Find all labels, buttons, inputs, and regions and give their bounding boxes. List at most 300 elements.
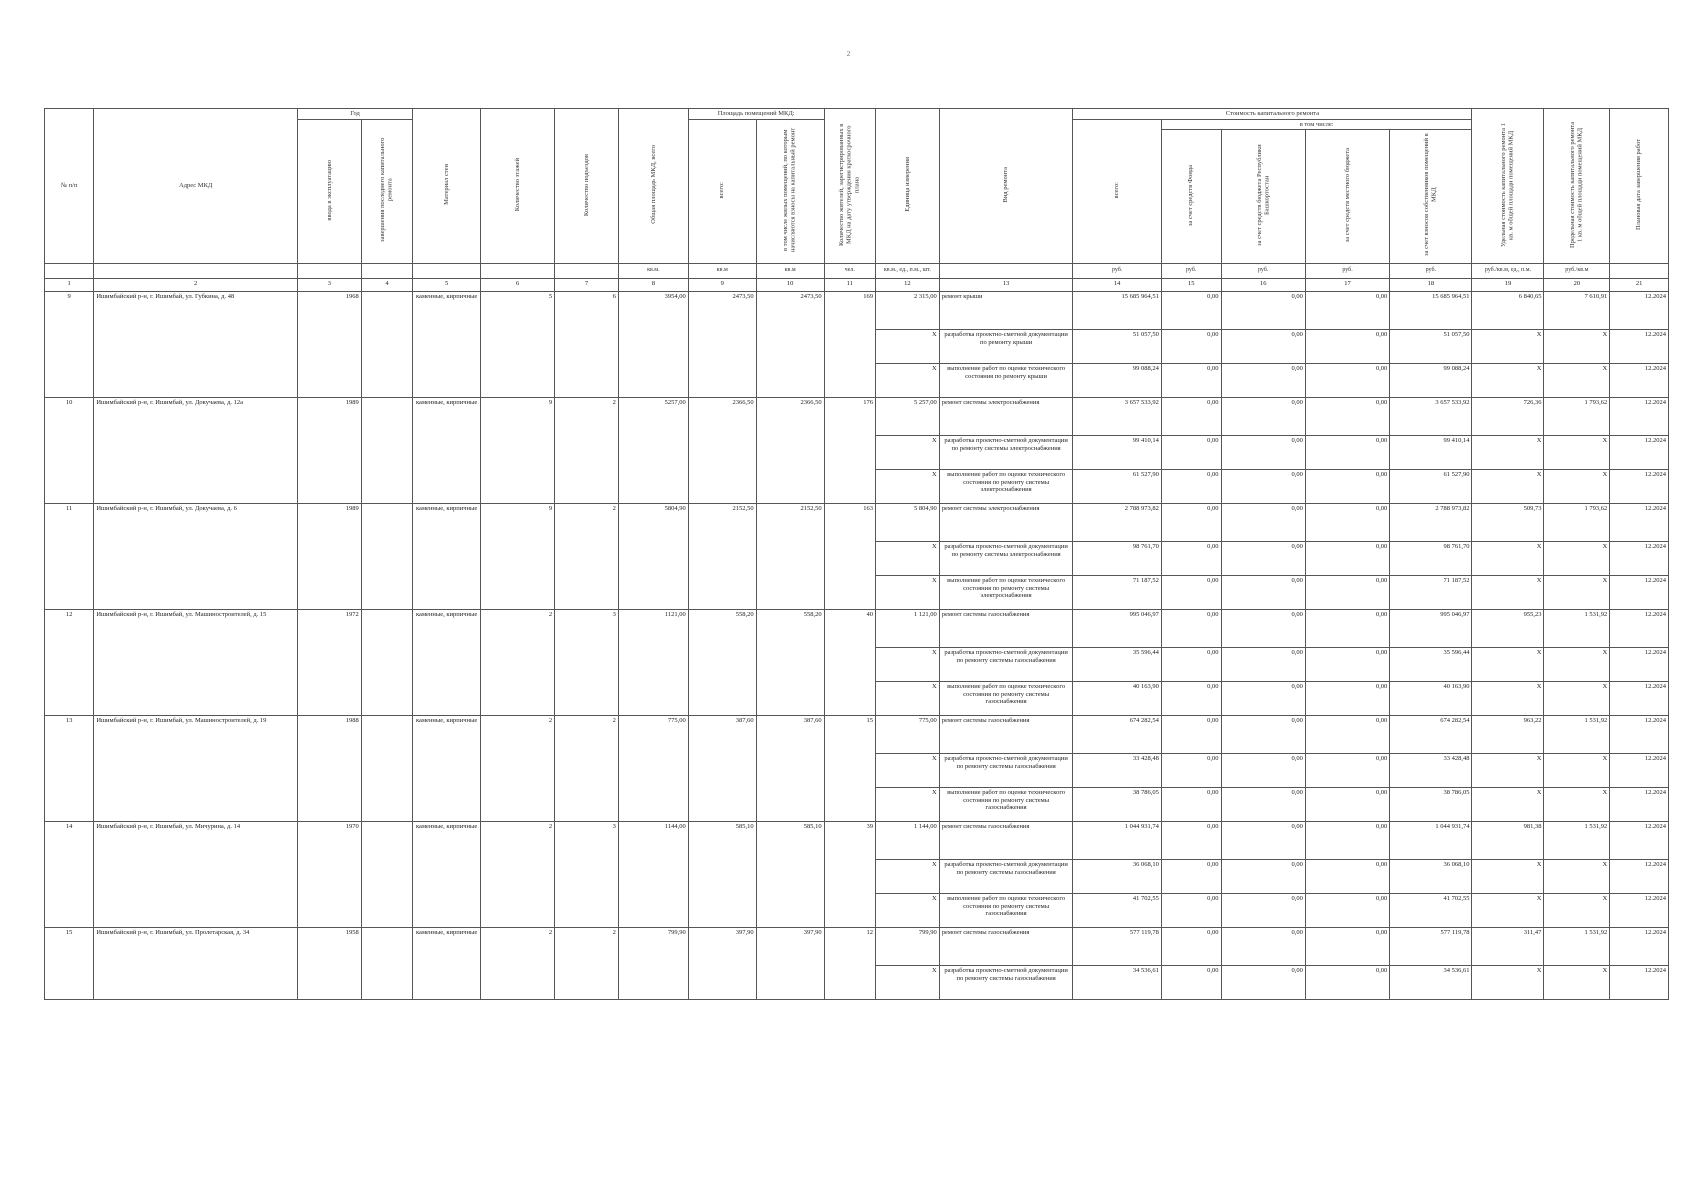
unit-rub: руб. [1305,263,1389,278]
row-year-last-repair [361,927,412,999]
row-year-commission: 1989 [298,397,362,503]
subrow-unit-cost: X [1472,363,1544,397]
unit-empty [939,263,1073,278]
row-residents: 169 [824,291,875,397]
subrow-quantity: X [875,363,939,397]
subrow-cost-total: 40 163,90 [1073,681,1161,715]
subrow-cost-budget-local: 0,00 [1305,965,1389,999]
header-premises-total: всего: [688,119,756,263]
subrow-limit-cost: X [1544,363,1610,397]
header-year: Год [298,109,413,120]
subrow-cost-fund: 0,00 [1161,469,1221,503]
column-numbers-row [45,278,1669,291]
subrow-unit-cost: X [1472,681,1544,715]
row-entrances: 2 [555,927,619,999]
column-number: 7 [555,278,619,291]
subrow-deadline: 12.2024 [1610,575,1669,609]
row-year-last-repair [361,503,412,609]
subrow-cost-owners: 61 527,90 [1390,469,1472,503]
table-row [45,609,1669,647]
row-wall-material: каменные, кирпичные [413,927,481,999]
row-wall-material: каменные, кирпичные [413,397,481,503]
table-row [45,503,1669,541]
subrow-limit-cost: X [1544,647,1610,681]
table-row [45,821,1669,859]
row-residents: 163 [824,503,875,609]
row-cost-total: 15 685 964,51 [1073,291,1161,329]
subrow-deadline: 12.2024 [1610,753,1669,787]
column-number: 17 [1305,278,1389,291]
row-year-commission: 1958 [298,927,362,999]
row-floors: 9 [481,503,555,609]
row-total-area: 799,90 [618,927,688,999]
row-year-commission: 1970 [298,821,362,927]
subrow-unit-cost: X [1472,329,1544,363]
column-number: 12 [875,278,939,291]
row-deadline: 12.2024 [1610,609,1669,647]
row-deadline: 12.2024 [1610,821,1669,859]
row-total-area: 5257,00 [618,397,688,503]
row-premises-total: 558,20 [688,609,756,715]
row-cost-fund: 0,00 [1161,715,1221,753]
subrow-work-type: выполнение работ по оценке технического состояния по ремонту системы электроснабжения [939,469,1073,503]
header-wall-material: Материал стен [413,109,481,264]
header-owners: за счет взносов собственников помещений в МКД [1390,130,1472,264]
subrow-quantity: X [875,753,939,787]
subrow-unit-cost: X [1472,859,1544,893]
subrow-cost-budget-rb: 0,00 [1221,965,1305,999]
row-floors: 2 [481,821,555,927]
header-address: Адрес МКД [94,109,298,264]
row-limit-cost: 7 610,91 [1544,291,1610,329]
row-unit-cost: 981,38 [1472,821,1544,859]
subrow-cost-total: 33 428,48 [1073,753,1161,787]
table-body [45,278,1669,999]
subrow-work-type: разработка проектно-сметной документации по ремонту системы газоснабжения [939,753,1073,787]
column-number: 6 [481,278,555,291]
row-cost-budget-local: 0,00 [1305,397,1389,435]
subrow-cost-total: 99 410,14 [1073,435,1161,469]
row-number: 9 [45,291,94,397]
subrow-deadline: 12.2024 [1610,329,1669,363]
row-floors: 5 [481,291,555,397]
subrow-cost-budget-local: 0,00 [1305,435,1389,469]
row-cost-budget-rb: 0,00 [1221,397,1305,435]
column-number: 11 [824,278,875,291]
row-cost-budget-local: 0,00 [1305,927,1389,965]
subrow-cost-owners: 71 187,52 [1390,575,1472,609]
row-cost-budget-rb: 0,00 [1221,291,1305,329]
subrow-cost-owners: 99 088,24 [1390,363,1472,397]
row-year-commission: 1972 [298,609,362,715]
row-cost-fund: 0,00 [1161,397,1221,435]
row-cost-budget-rb: 0,00 [1221,927,1305,965]
subrow-cost-owners: 34 536,61 [1390,965,1472,999]
row-cost-fund: 0,00 [1161,503,1221,541]
row-wall-material: каменные, кирпичные [413,291,481,397]
row-premises-residential: 585,10 [756,821,824,927]
row-floors: 2 [481,609,555,715]
row-total-area: 3954,00 [618,291,688,397]
row-number: 10 [45,397,94,503]
subrow-limit-cost: X [1544,435,1610,469]
subrow-limit-cost: X [1544,329,1610,363]
header-incl: в том числе: [1161,119,1472,130]
row-quantity: 775,00 [875,715,939,753]
subrow-work-type: разработка проектно-сметной документации по ремонту системы газоснабжения [939,965,1073,999]
header-work-type: Вид ремонта [939,109,1073,264]
row-deadline: 12.2024 [1610,291,1669,329]
row-premises-total: 2366,50 [688,397,756,503]
row-year-last-repair [361,397,412,503]
subrow-cost-fund: 0,00 [1161,435,1221,469]
subrow-quantity: X [875,893,939,927]
row-cost-owners: 3 657 533,92 [1390,397,1472,435]
subrow-quantity: X [875,575,939,609]
subrow-cost-budget-rb: 0,00 [1221,893,1305,927]
subrow-unit-cost: X [1472,893,1544,927]
row-floors: 2 [481,927,555,999]
subrow-cost-fund: 0,00 [1161,363,1221,397]
row-address: Ишимбайский р-н, г. Ишимбай, ул. Докучаева, д. 12а [94,397,298,503]
subrow-cost-budget-rb: 0,00 [1221,753,1305,787]
row-number: 12 [45,609,94,715]
subrow-cost-fund: 0,00 [1161,787,1221,821]
subrow-cost-budget-rb: 0,00 [1221,787,1305,821]
row-total-area: 1121,00 [618,609,688,715]
unit-empty [1610,263,1669,278]
unit-sqm: кв.м [756,263,824,278]
row-unit-cost: 955,23 [1472,609,1544,647]
table-row [45,927,1669,965]
row-residents: 176 [824,397,875,503]
row-year-last-repair [361,291,412,397]
unit-empty [45,263,94,278]
row-floors: 2 [481,715,555,821]
header-year-commission: ввода в эксплуатацию [298,119,362,263]
row-cost-fund: 0,00 [1161,291,1221,329]
subrow-cost-budget-local: 0,00 [1305,753,1389,787]
row-quantity: 799,90 [875,927,939,965]
column-number: 5 [413,278,481,291]
row-unit-cost: 6 840,65 [1472,291,1544,329]
subrow-deadline: 12.2024 [1610,435,1669,469]
row-cost-owners: 995 046,97 [1390,609,1472,647]
subrow-unit-cost: X [1472,435,1544,469]
table-row [45,715,1669,753]
row-premises-residential: 2366,50 [756,397,824,503]
table-row [45,291,1669,329]
subrow-work-type: разработка проектно-сметной документации по ремонту крыши [939,329,1073,363]
row-entrances: 2 [555,397,619,503]
row-cost-total: 674 282,54 [1073,715,1161,753]
column-number: 2 [94,278,298,291]
row-quantity: 1 121,00 [875,609,939,647]
subrow-cost-total: 35 596,44 [1073,647,1161,681]
row-floors: 9 [481,397,555,503]
subrow-cost-total: 36 068,10 [1073,859,1161,893]
row-cost-owners: 1 044 931,74 [1390,821,1472,859]
column-number: 21 [1610,278,1669,291]
subrow-cost-budget-local: 0,00 [1305,541,1389,575]
subrow-cost-total: 61 527,90 [1073,469,1161,503]
unit-empty [481,263,555,278]
subrow-cost-budget-rb: 0,00 [1221,681,1305,715]
column-number: 15 [1161,278,1221,291]
subrow-work-type: разработка проектно-сметной документации по ремонту системы газоснабжения [939,647,1073,681]
row-number: 15 [45,927,94,999]
row-cost-total: 2 788 973,82 [1073,503,1161,541]
row-wall-material: каменные, кирпичные [413,715,481,821]
row-cost-total: 3 657 533,92 [1073,397,1161,435]
row-cost-owners: 15 685 964,51 [1390,291,1472,329]
row-quantity: 5 804,90 [875,503,939,541]
subrow-cost-budget-rb: 0,00 [1221,435,1305,469]
header-total-area: Общая площадь МКД, всего [618,109,688,264]
subrow-limit-cost: X [1544,753,1610,787]
header-budget-local: за счет средств местного бюджета [1305,130,1389,264]
subrow-cost-total: 34 536,61 [1073,965,1161,999]
row-entrances: 6 [555,291,619,397]
subrow-deadline: 12.2024 [1610,893,1669,927]
row-year-last-repair [361,609,412,715]
subrow-quantity: X [875,435,939,469]
subrow-cost-fund: 0,00 [1161,575,1221,609]
header-premises-residential: в том числе жилых помещений, по которым начисляются взносы на капитальный ремонт [756,119,824,263]
row-quantity: 5 257,00 [875,397,939,435]
column-number: 10 [756,278,824,291]
row-cost-owners: 2 788 973,82 [1390,503,1472,541]
subrow-unit-cost: X [1472,541,1544,575]
row-work-type: ремонт крыши [939,291,1073,329]
subrow-deadline: 12.2024 [1610,541,1669,575]
subrow-deadline: 12.2024 [1610,965,1669,999]
column-number: 3 [298,278,362,291]
subrow-cost-total: 71 187,52 [1073,575,1161,609]
subrow-limit-cost: X [1544,787,1610,821]
subrow-work-type: разработка проектно-сметной документации по ремонту системы электроснабжения [939,541,1073,575]
header-n: № п/п [45,109,94,264]
subrow-quantity: X [875,469,939,503]
row-cost-owners: 674 282,54 [1390,715,1472,753]
subrow-work-type: выполнение работ по оценке технического состояния по ремонту системы газоснабжения [939,787,1073,821]
subrow-cost-budget-local: 0,00 [1305,859,1389,893]
column-number: 9 [688,278,756,291]
subrow-cost-owners: 35 596,44 [1390,647,1472,681]
subrow-quantity: X [875,647,939,681]
subrow-limit-cost: X [1544,681,1610,715]
column-number: 4 [361,278,412,291]
subrow-limit-cost: X [1544,575,1610,609]
subrow-work-type: выполнение работ по оценке технического состояния по ремонту крыши [939,363,1073,397]
row-deadline: 12.2024 [1610,927,1669,965]
row-cost-total: 577 119,78 [1073,927,1161,965]
row-year-commission: 1989 [298,503,362,609]
row-address: Ишимбайский р-н, г. Ишимбай, ул. Машиностроителей, д. 15 [94,609,298,715]
subrow-cost-owners: 36 068,10 [1390,859,1472,893]
subrow-unit-cost: X [1472,469,1544,503]
unit-mixed: кв.м., ед., п.м., шт. [875,263,939,278]
column-number: 19 [1472,278,1544,291]
header-cost-total: всего: [1073,119,1161,263]
row-wall-material: каменные, кирпичные [413,503,481,609]
subrow-unit-cost: X [1472,575,1544,609]
column-number: 8 [618,278,688,291]
row-work-type: ремонт системы электроснабжения [939,503,1073,541]
subrow-cost-fund: 0,00 [1161,859,1221,893]
header-premises-area: Площадь помещений МКД: [688,109,824,120]
column-number: 1 [45,278,94,291]
header-year-last-repair: завершения последнего капитального ремонта [361,119,412,263]
subrow-deadline: 12.2024 [1610,681,1669,715]
row-unit-cost: 963,22 [1472,715,1544,753]
repair-plan-table [44,108,1669,1000]
subrow-limit-cost: X [1544,541,1610,575]
unit-sqm: кв.м [688,263,756,278]
header-residents: Количество жителей, зарегистрированных в МКД на дату утверждения краткосрочного плана [824,109,875,264]
header-limit-cost: Предельная стоимость капитального ремонта 1 кв. м общей площади помещений МКД [1544,109,1610,264]
row-entrances: 3 [555,609,619,715]
row-cost-budget-rb: 0,00 [1221,715,1305,753]
row-premises-residential: 397,90 [756,927,824,999]
row-entrances: 2 [555,503,619,609]
header-unit-cost: Удельная стоимость капитального ремонта 1 кв. м общей площади помещений МКД [1472,109,1544,264]
subrow-cost-owners: 51 057,50 [1390,329,1472,363]
row-limit-cost: 1 531,92 [1544,927,1610,965]
subrow-quantity: X [875,681,939,715]
row-work-type: ремонт системы газоснабжения [939,609,1073,647]
row-residents: 15 [824,715,875,821]
row-deadline: 12.2024 [1610,715,1669,753]
subrow-cost-budget-rb: 0,00 [1221,859,1305,893]
subrow-cost-budget-local: 0,00 [1305,681,1389,715]
column-number: 18 [1390,278,1472,291]
subrow-cost-budget-rb: 0,00 [1221,647,1305,681]
row-quantity: 2 315,00 [875,291,939,329]
subrow-cost-fund: 0,00 [1161,541,1221,575]
row-premises-total: 2473,50 [688,291,756,397]
row-cost-budget-local: 0,00 [1305,715,1389,753]
subrow-cost-budget-local: 0,00 [1305,575,1389,609]
row-year-last-repair [361,821,412,927]
row-residents: 12 [824,927,875,999]
header-fund: за счет средств Фонда [1161,130,1221,264]
subrow-work-type: разработка проектно-сметной документации по ремонту системы газоснабжения [939,859,1073,893]
row-premises-residential: 2473,50 [756,291,824,397]
subrow-cost-fund: 0,00 [1161,681,1221,715]
unit-rub: руб. [1073,263,1161,278]
subrow-unit-cost: X [1472,787,1544,821]
row-limit-cost: 1 531,92 [1544,821,1610,859]
subrow-limit-cost: X [1544,965,1610,999]
subrow-cost-budget-local: 0,00 [1305,647,1389,681]
subrow-unit-cost: X [1472,647,1544,681]
subrow-cost-budget-local: 0,00 [1305,329,1389,363]
subrow-deadline: 12.2024 [1610,469,1669,503]
column-number: 13 [939,278,1073,291]
subrow-cost-budget-rb: 0,00 [1221,329,1305,363]
row-cost-owners: 577 119,78 [1390,927,1472,965]
row-address: Ишимбайский р-н, г. Ишимбай, ул. Докучаева, д. 6 [94,503,298,609]
row-cost-total: 1 044 931,74 [1073,821,1161,859]
unit-empty [555,263,619,278]
row-entrances: 3 [555,821,619,927]
subrow-quantity: X [875,541,939,575]
row-year-commission: 1968 [298,291,362,397]
row-residents: 39 [824,821,875,927]
row-premises-total: 387,60 [688,715,756,821]
subrow-cost-owners: 40 163,90 [1390,681,1472,715]
unit-empty [413,263,481,278]
subrow-cost-owners: 33 428,48 [1390,753,1472,787]
unit-sqm: кв.м. [618,263,688,278]
subrow-cost-budget-local: 0,00 [1305,363,1389,397]
unit-empty [361,263,412,278]
row-cost-fund: 0,00 [1161,927,1221,965]
subrow-quantity: X [875,329,939,363]
column-number: 14 [1073,278,1161,291]
header-unit: Единица измерения [875,109,939,264]
unit-rub-sqm: руб./кв.м [1544,263,1610,278]
subrow-cost-budget-local: 0,00 [1305,787,1389,821]
subrow-deadline: 12.2024 [1610,647,1669,681]
unit-rub: руб. [1221,263,1305,278]
subrow-deadline: 12.2024 [1610,787,1669,821]
unit-rub: руб. [1390,263,1472,278]
unit-people: чел. [824,263,875,278]
row-work-type: ремонт системы электроснабжения [939,397,1073,435]
units-row [45,263,1669,278]
subrow-cost-budget-rb: 0,00 [1221,363,1305,397]
row-address: Ишимбайский р-н, г. Ишимбай, ул. Мичурина, д. 14 [94,821,298,927]
unit-empty [298,263,362,278]
subrow-cost-total: 98 761,70 [1073,541,1161,575]
header-cost: Стоимость капитального ремонта [1073,109,1472,120]
row-total-area: 5804,90 [618,503,688,609]
row-limit-cost: 1 531,92 [1544,715,1610,753]
page-number: 2 [846,50,851,58]
row-deadline: 12.2024 [1610,397,1669,435]
subrow-cost-fund: 0,00 [1161,753,1221,787]
subrow-cost-total: 38 786,05 [1073,787,1161,821]
row-premises-residential: 2152,50 [756,503,824,609]
row-wall-material: каменные, кирпичные [413,821,481,927]
header-deadline: Плановая дата завершения работ [1610,109,1669,264]
row-work-type: ремонт системы газоснабжения [939,821,1073,859]
row-cost-fund: 0,00 [1161,609,1221,647]
row-cost-total: 995 046,97 [1073,609,1161,647]
subrow-cost-total: 41 702,55 [1073,893,1161,927]
subrow-quantity: X [875,787,939,821]
subrow-quantity: X [875,859,939,893]
subrow-cost-owners: 41 702,55 [1390,893,1472,927]
row-premises-residential: 387,60 [756,715,824,821]
subrow-cost-budget-rb: 0,00 [1221,541,1305,575]
header-budget-rb: за счет средств бюджета Республики Башкортостан [1221,130,1305,264]
unit-empty [94,263,298,278]
subrow-cost-owners: 99 410,14 [1390,435,1472,469]
row-number: 13 [45,715,94,821]
subrow-unit-cost: X [1472,965,1544,999]
row-entrances: 2 [555,715,619,821]
subrow-cost-fund: 0,00 [1161,329,1221,363]
subrow-limit-cost: X [1544,859,1610,893]
row-cost-budget-rb: 0,00 [1221,821,1305,859]
row-residents: 40 [824,609,875,715]
column-number: 16 [1221,278,1305,291]
row-cost-budget-local: 0,00 [1305,609,1389,647]
row-unit-cost: 311,47 [1472,927,1544,965]
